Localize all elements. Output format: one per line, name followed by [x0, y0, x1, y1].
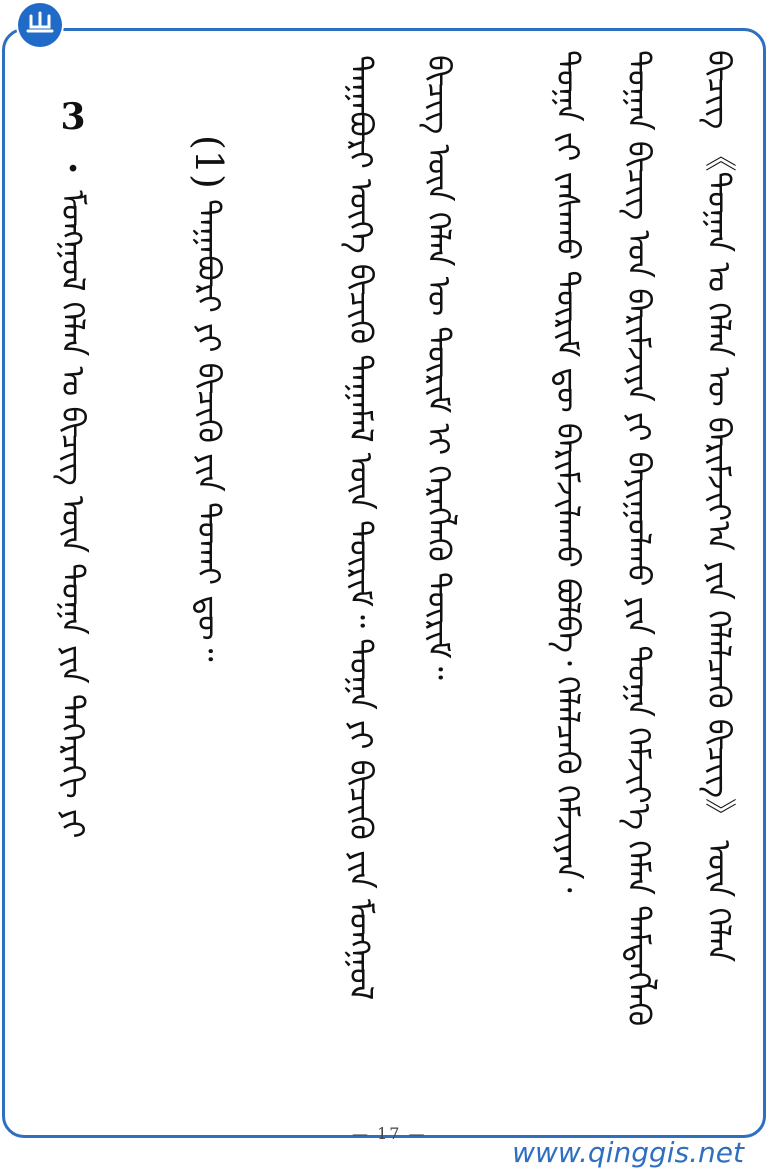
subheading-number: (1)	[187, 135, 231, 189]
subheading-column	[186, 135, 232, 755]
heading-text: ᠮᠣᠩᠭᠣᠯ ᠬᠡᠯᠡᠨ ᠤ ᠪᠢᠴᠢᠭ ᠦᠨ ᠲᠣᠭᠠ ᠶᠢᠨ ᠳᠡᠭᠡᠷᠡᠬᠢ ᠶᠢ	[54, 190, 92, 839]
watermark-url[interactable]: www.qinggis.net	[512, 1136, 744, 1169]
paragraph-line-4: ᠲᠣᠭᠠᠨ ᠪᠢᠴᠢᠭ ᠤᠨ ᠪᠠᠷᠢᠮᠵᠢᠶᠠ ᠶᠢ ᠪᠠᠶᠢᠭᠤᠯᠬᠤ ᠶᠢᠨ ᠲᠣᠭᠠ ᠬᠡᠮᠵᠢᠶ᠎ᠡ ᠬᠡᠮᠡᠨ ᠲᠡᠮᠳᠡᠭᠯᠡᠬᠦ	[620, 50, 658, 1027]
paragraph-line-3: ᠲᠣᠭᠠ ᠵᠢ ᠵᠠᠰᠠᠬᠤ ᠳᠦᠷᠢᠮ ᠳᠦ ᠪᠠᠷᠢᠮᠵᠢᠯᠠᠬᠤ ᠪᠣᠯᠪᠠ᠂ ᠬᠡᠯᠡᠯᠴᠡᠬᠦ ᠬᠡᠮᠵᠢᠶᠡᠨ᠂	[549, 50, 587, 893]
heading-column	[50, 96, 96, 916]
paragraph-line-1: ᠲᠠᠭᠠᠪᠤᠷᠢ ᠦᠭᠡ ᠪᠢᠴᠢᠬᠦ ᠳᠠᠭᠠᠮᠠᠯ ᠦᠨ ᠳᠦᠷᠢᠮ᠃ ᠲᠣᠭᠠ ᠶᠢ ᠪᠢᠴᠢᠬᠦ ᠶᠢᠨ ᠮᠣᠩᠭᠣᠯ	[342, 55, 380, 1001]
qinggis-logo-icon	[18, 3, 62, 47]
page-number: — 17 —	[352, 1124, 427, 1143]
paragraph-line-2: ᠪᠢᠴᠢᠭ ᠦᠨ ᠬᠡᠯᠡᠨ ᠦ ᠳᠦᠷᠢᠮ ᠢ ᠬᠡᠷᠡᠭᠯᠡᠬᠦ ᠳᠦᠷᠢᠮ᠃	[420, 55, 458, 680]
subheading-text: ᠳᠠᠭᠠᠪᠤᠷᠢ ᠶᠢ ᠪᠢᠴᠢᠬᠦ ᠶᠢᠨ ᠲᠤᠬᠠᠢ ᠳᠦ᠃	[190, 199, 228, 662]
heading-number: 3.	[52, 96, 94, 180]
paragraph-line-5: ᠪᠢᠴᠢᠭ 《ᠲᠣᠭᠠᠨ ᠤ ᠬᠡᠯᠡᠨ ᠦ ᠪᠠᠷᠢᠮᠵᠢᠶ᠎ᠠ ᠶᠢᠨ ᠬᠡᠯᠡᠯᠴᠡᠬᠦ ᠪᠢᠴᠢᠭ》 ᠦᠨ ᠬᠡᠯᠡᠨ	[700, 50, 738, 963]
